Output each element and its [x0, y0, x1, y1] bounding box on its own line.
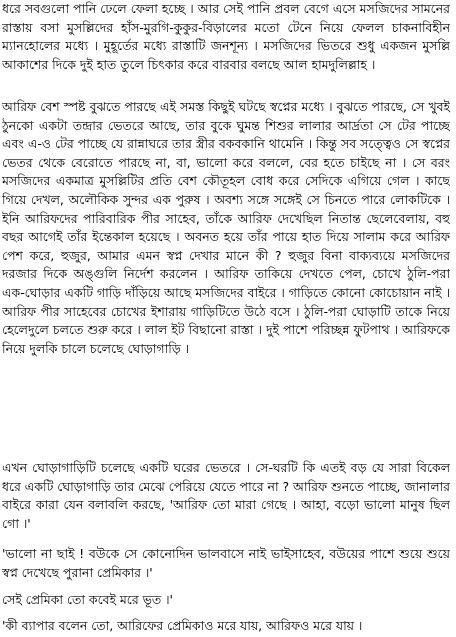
paragraph-1: ধরে সবগুলো পানি ঢেলে ফেলা হচ্ছে । আর সেই পানি প্রবল বেগে এসে মসজিদের সামনের রাস্তায় বসা মুসল্লিদের হাঁস-মুরগি-কুকুর-বিড়ালের মতো টেনে নিয়ে ফেলল চাকনাবিহীন ম্যানহোলের মধ্যে । মুহূর্তের মধ্যে রাস্তাটি জনশূন্য । মসজিদের ভিতরে শুধু একজন মুসল্লি আকাশের দিকে দুই হাত তুলে চিৎকার করে বারবার বলছে আল হামদুলিল্লাহ । [2, 1, 450, 72]
paragraph-6: 'কী ব্যাপার বলেন তো, আরিফের প্রেমিকাও মরে যায়, আরিফও মরে যায় । [2, 618, 363, 633]
paragraph-2: আরিফ বেশ স্পষ্ট বুঝতে পারছে এই সমস্ত কিছুই ঘটছে স্বপ্নের মধ্যে । বুঝতে পারছে, সে খুবই ঠুনকো একটা তন্দ্রার ভেতরে আছে, তার বুকে ঘুমন্ত শিশুর লালার আর্দ্রতা সে টের পাচ্ছে এবং এ-ও টের পাচ্ছে যে রান্নাঘরে তার স্ত্রীর বকবকানি থামেনি । কিন্তু সব সত্ত্বেও সে স্বপ্নের ভেতর থেকে বেরোতে পারছে না, বা, ভালো করে বললে, বের হতে চাইছে না । সে বরং মসজিদের একমাত্র মুসল্লিটির প্রতি বেশ কৌতূহল বোধ করে সেদিকে এগিয়ে গেল । কাছে গিয়ে দেখল, অলৌকিক সুন্দর এক পুরুষ । অবশ্য সঙ্গে সঙ্গেই সে চিনতে পারে লোকটিকে । ইনি আরিফদের পারিবারিক পীর সাহেব, তাঁকে আরিফ দেখেছিল নিতান্ত ছেলেবেলায়, বহু বছর আগেই তাঁর ইন্তেকাল হয়েছে । অবনত হয়ে তাঁর পায়ে হাত দিয়ে সালাম করে আরিফ পেশ করে, হুজুর, আমার এমন স্বপ্ন দেখার মানে কী ? হুজুর বিনা বাক্যব্যয়ে মসজিদের দরজার দিকে অঙ্গুলি নির্দেশ করলেন । আরিফ তাকিয়ে দেখতে পেল, চোখে ঠুলি-পরা এক-ঘোড়ার একটি গাড়ি দাঁড়িয়ে আছে মসজিদের বাইরে । গাড়িতে কোনো কোচোয়ান নাই । আরিফ পীর সাহেবের চোখের ইশারায় গাড়িটিতে উঠে বসে । ঠুলি-পরা ঘোড়াটি তাকে নিয়ে হেলেদুলে চলতে শুরু করে । লাল ইট বিছানো রাস্তা । দুই পাশে পরিচ্ছন্ন ফুটপাথ । আরিফকে নিয়ে দুলকি চালে চলেছে ঘোড়াগাড়ি । [2, 99, 450, 356]
paragraph-5: সেই প্রেমিকা তো কবেই মরে ভূত ।' [2, 592, 173, 607]
paragraph-3: এখন ঘোড়াগাড়িটি চলেছে একটি ঘরের ভেতরে । সে-ঘরটি কি এতই বড় যে সারা বিকেল ধরে একটি ঘোড়াগাড়ি তার মেঝে পেরিয়ে যেতে পারে না ? আরিফ শুনতে পাচ্ছে, জানালার বাইরে কারা যেন বলাবলি করছে, 'আরিফ তো মারা গেছে । আহা, বড়ো ভালো মানুষ ছিল গো ।' [2, 460, 450, 531]
paragraph-4: 'ভালো না ছাই ! বউকে সে কোনোদিন ভালবাসে নাই ভাইসাহেব, বউয়ের পাশে শুয়ে শুয়ে স্বপ্ন দেখেছে পুরানা প্রেমিকার ।' [2, 546, 450, 580]
